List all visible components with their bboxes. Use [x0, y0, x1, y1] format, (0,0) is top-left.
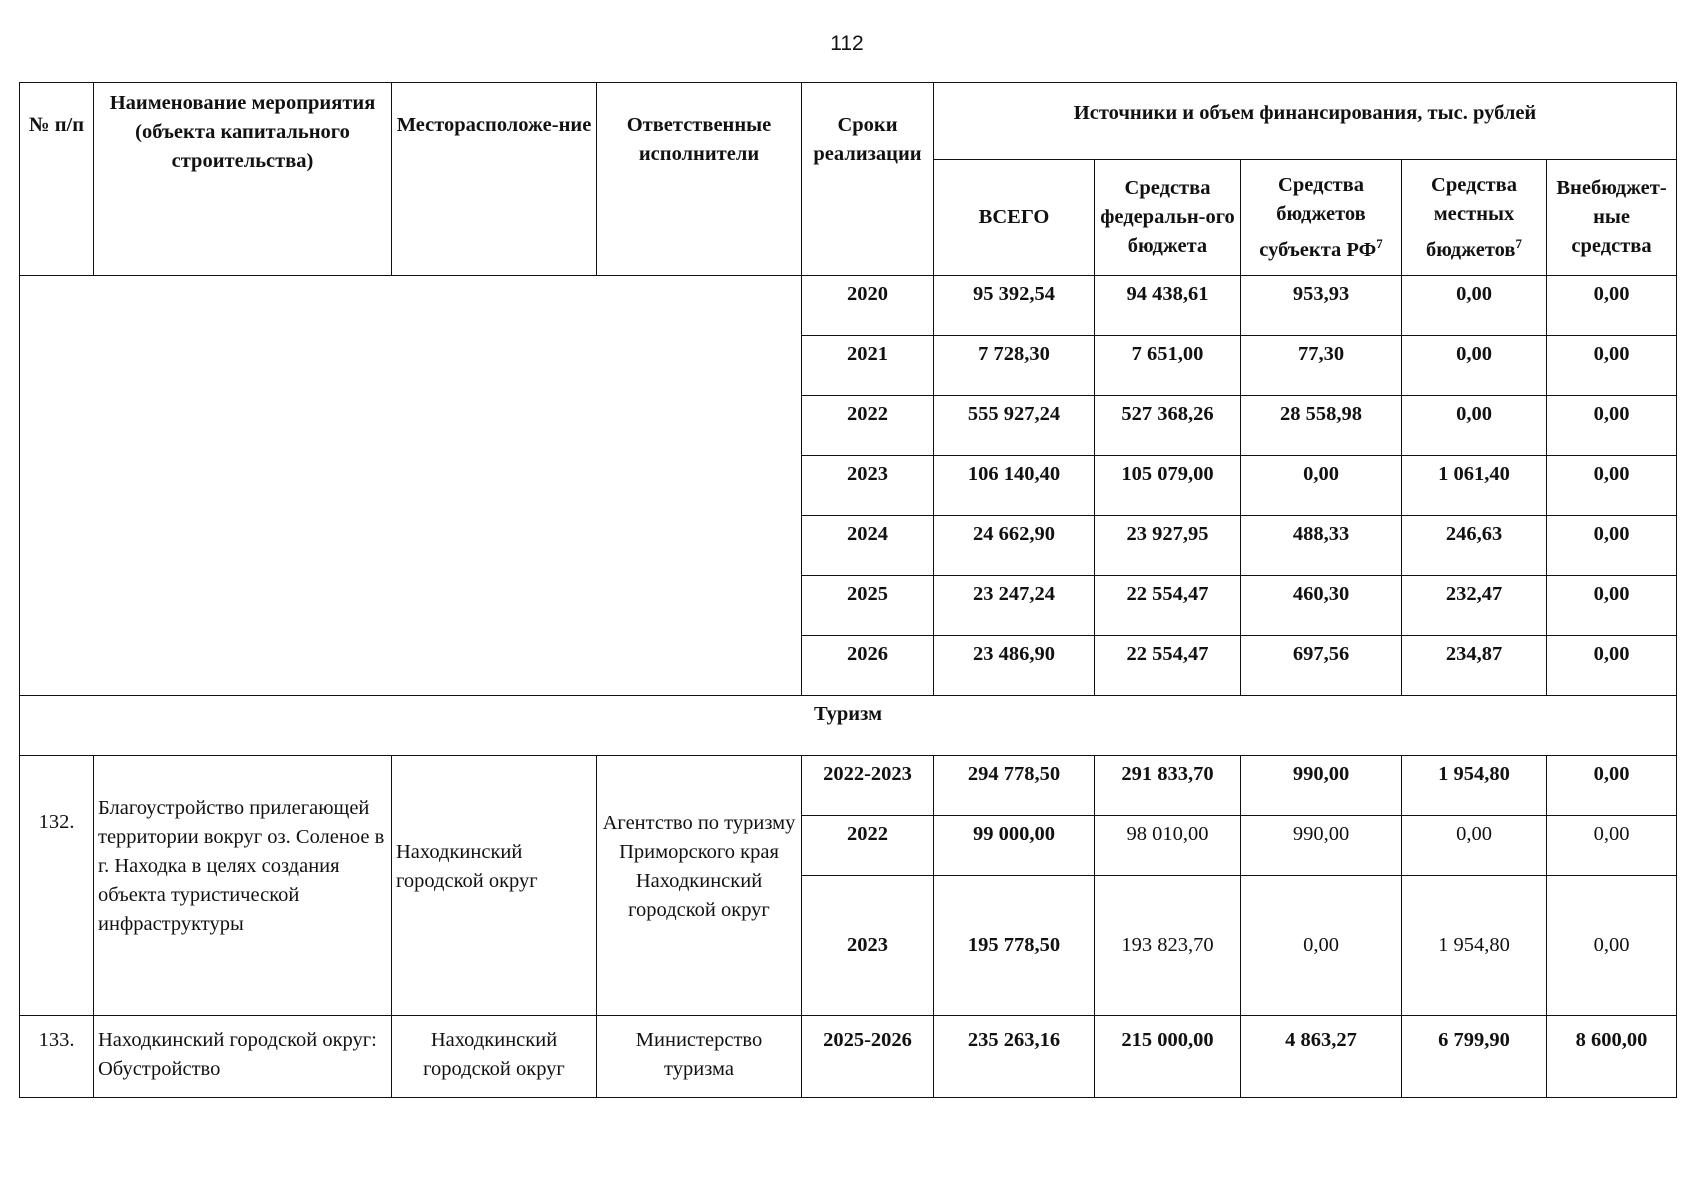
federal-cell: 527 368,26	[1095, 396, 1241, 456]
header-name: Наименование мероприятия (объекта капитального строительства)	[94, 83, 392, 276]
header-regional	[1241, 160, 1402, 276]
year-cell: 2022	[802, 396, 934, 456]
footnote-mark: 7	[1515, 235, 1522, 251]
year-cell: 2023	[802, 876, 934, 1016]
regional-cell: 460,30	[1241, 576, 1402, 636]
regional-cell: 488,33	[1241, 516, 1402, 576]
federal-cell: 291 833,70	[1095, 756, 1241, 816]
regional-cell: 697,56	[1241, 636, 1402, 696]
total-cell: 7 728,30	[934, 336, 1095, 396]
page-number: 112	[830, 32, 864, 55]
header-location: Месторасположе-ние	[392, 83, 597, 276]
extra-cell: 0,00	[1547, 516, 1677, 576]
federal-cell: 94 438,61	[1095, 276, 1241, 336]
federal-cell: 22 554,47	[1095, 636, 1241, 696]
item-number: 133.	[20, 1016, 94, 1098]
header-extra: Внебюджет-ные средства	[1547, 160, 1677, 276]
year-cell: 2023	[802, 456, 934, 516]
year-cell: 2024	[802, 516, 934, 576]
item-name: Находкинский городской округ: Обустройство	[94, 1016, 392, 1098]
local-cell: 0,00	[1402, 816, 1547, 876]
section-title: Туризм	[20, 696, 1677, 756]
item-executors: Агентство по туризму Приморского края Находкинский городской округ	[597, 756, 802, 1016]
item-name: Благоустройство прилегающей территории вокруг оз. Соленое в г. Находка в целях создания объекта туристической инфраструктуры	[94, 756, 392, 1016]
local-cell: 6 799,90	[1402, 1016, 1547, 1098]
extra-cell: 0,00	[1547, 576, 1677, 636]
local-cell: 1 954,80	[1402, 876, 1547, 1016]
regional-cell: 953,93	[1241, 276, 1402, 336]
local-cell: 0,00	[1402, 336, 1547, 396]
item-number: 132.	[20, 756, 94, 1016]
table-row	[20, 1016, 1677, 1098]
year-cell: 2020	[802, 276, 934, 336]
regional-cell: 990,00	[1241, 756, 1402, 816]
extra-cell: 0,00	[1547, 276, 1677, 336]
local-cell: 234,87	[1402, 636, 1547, 696]
total-cell: 23 247,24	[934, 576, 1095, 636]
year-cell: 2025	[802, 576, 934, 636]
section-row	[20, 696, 1677, 756]
extra-cell: 0,00	[1547, 456, 1677, 516]
extra-cell: 8 600,00	[1547, 1016, 1677, 1098]
year-cell: 2022	[802, 816, 934, 876]
total-cell: 99 000,00	[934, 816, 1095, 876]
local-cell: 232,47	[1402, 576, 1547, 636]
federal-cell: 105 079,00	[1095, 456, 1241, 516]
header-num: № п/п	[20, 83, 94, 276]
federal-cell: 215 000,00	[1095, 1016, 1241, 1098]
total-cell: 24 662,90	[934, 516, 1095, 576]
federal-cell: 98 010,00	[1095, 816, 1241, 876]
local-cell: 0,00	[1402, 276, 1547, 336]
local-cell: 0,00	[1402, 396, 1547, 456]
total-cell: 23 486,90	[934, 636, 1095, 696]
item-location: Находкинский городской округ	[392, 756, 597, 1016]
year-cell: 2026	[802, 636, 934, 696]
footnote-mark: 7	[1376, 235, 1383, 251]
blank-cell	[20, 276, 802, 696]
extra-cell: 0,00	[1547, 876, 1677, 1016]
header-sources: Источники и объем финансирования, тыс. рублей	[934, 83, 1677, 160]
total-cell: 95 392,54	[934, 276, 1095, 336]
total-cell: 294 778,50	[934, 756, 1095, 816]
local-cell: 1 061,40	[1402, 456, 1547, 516]
extra-cell: 0,00	[1547, 636, 1677, 696]
total-cell: 235 263,16	[934, 1016, 1095, 1098]
extra-cell: 0,00	[1547, 816, 1677, 876]
regional-cell: 77,30	[1241, 336, 1402, 396]
regional-cell: 990,00	[1241, 816, 1402, 876]
federal-cell: 7 651,00	[1095, 336, 1241, 396]
local-cell: 246,63	[1402, 516, 1547, 576]
header-period: Сроки реализации	[802, 83, 934, 276]
table-row	[20, 756, 1677, 816]
federal-cell: 22 554,47	[1095, 576, 1241, 636]
header-executors: Ответственные исполнители	[597, 83, 802, 276]
regional-cell: 0,00	[1241, 456, 1402, 516]
item-location: Находкинский городской округ	[392, 1016, 597, 1098]
year-cell: 2022-2023	[802, 756, 934, 816]
regional-cell: 28 558,98	[1241, 396, 1402, 456]
regional-cell: 0,00	[1241, 876, 1402, 1016]
total-cell: 555 927,24	[934, 396, 1095, 456]
total-cell: 106 140,40	[934, 456, 1095, 516]
item-executors: Министерство туризма	[597, 1016, 802, 1098]
header-local-text: Средства местных бюджетов	[1426, 173, 1517, 261]
year-cell: 2021	[802, 336, 934, 396]
financing-table	[19, 82, 1677, 1098]
extra-cell: 0,00	[1547, 336, 1677, 396]
year-cell: 2025-2026	[802, 1016, 934, 1098]
header-total: ВСЕГО	[934, 160, 1095, 276]
total-cell: 195 778,50	[934, 876, 1095, 1016]
local-cell: 1 954,80	[1402, 756, 1547, 816]
federal-cell: 23 927,95	[1095, 516, 1241, 576]
header-federal: Средства федеральн-ого бюджета	[1095, 160, 1241, 276]
header-local	[1402, 160, 1547, 276]
extra-cell: 0,00	[1547, 396, 1677, 456]
header-regional-text: Средства бюджетов субъекта РФ	[1259, 173, 1377, 261]
table-row	[20, 276, 1677, 336]
header-row	[20, 83, 1677, 160]
extra-cell: 0,00	[1547, 756, 1677, 816]
federal-cell: 193 823,70	[1095, 876, 1241, 1016]
regional-cell: 4 863,27	[1241, 1016, 1402, 1098]
